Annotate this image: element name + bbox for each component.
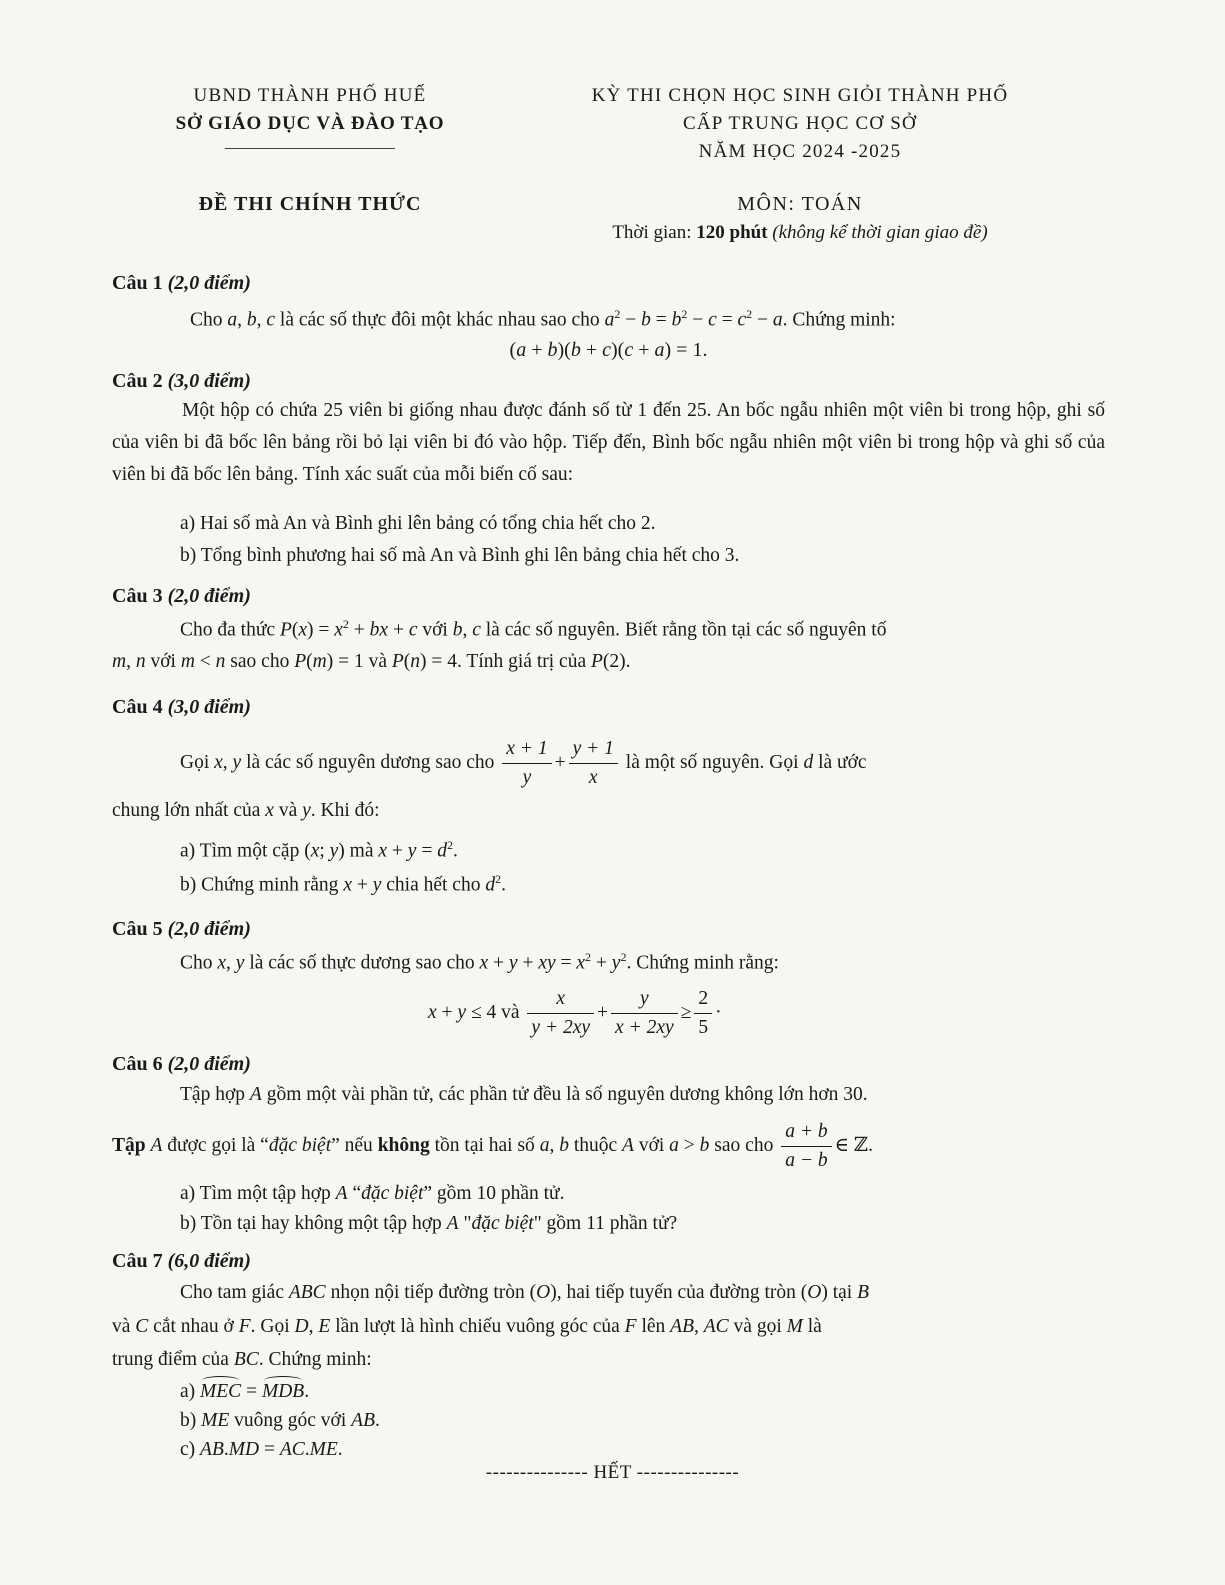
q1-statement: Cho a, b, c là các số thực đôi một khác nhau sao cho $a^2 - b = b^2 - c = c^2 - a$. Chứng minh: <box>190 307 896 331</box>
question-title: Câu 2 (3,0 điểm) <box>112 370 251 392</box>
fraction: $\frac{2}{5}$ <box>694 985 712 1042</box>
question-title: Câu 6 (2,0 điểm) <box>112 1053 251 1075</box>
question-title: Câu 7 (6,0 điểm) <box>112 1250 251 1272</box>
question-title: Câu 3 (2,0 điểm) <box>112 585 251 607</box>
q5-formula: x + y ≤ 4 và $\frac{x}{y + 2xy}$ + $\frac{y}{x + 2xy}$ ≥ $\frac{2}{5}$ · <box>428 985 722 1042</box>
q3-line2: m, n với m < n sao cho P(m) = 1 và P(n) = 4. Tính giá trị của P(2). <box>112 651 631 672</box>
q7-line3: trung điểm của BC. Chứng minh: <box>112 1349 372 1370</box>
duration-value: 120 phút <box>696 222 768 243</box>
q4-line2: chung lớn nhất của x và y. Khi đó: <box>112 800 380 821</box>
q7-part-b: b) ME vuông góc với AB. <box>180 1410 380 1431</box>
q2-part-a: a) Hai số mà An và Bình ghi lên bảng có tổng chia hết cho 2. <box>180 513 656 534</box>
official-label: ĐỀ THI CHÍNH THỨC <box>198 193 422 215</box>
q6-part-a: a) Tìm một tập hợp A “đặc biệt” gồm 10 phần tử. <box>180 1183 565 1204</box>
q1-formula: (a + b)(b + c)(c + a) = 1. <box>509 339 708 361</box>
authority: UBND THÀNH PHỐ HUẾ <box>193 85 427 106</box>
fraction: $\frac{x + 1}{y}$ <box>502 735 551 792</box>
fraction: $\frac{x}{y + 2xy}$ <box>527 985 594 1042</box>
q2-body: Một hộp có chứa 25 viên bi giống nhau được đánh số từ 1 đến 25. An bốc ngẫu nhiên một viên bi trong hộp, ghi số của viên bi đã bốc lên bảng rồi bỏ lại viên bi đó vào hộp. Tiếp đến, Bình bốc ngẫu nhiên một viên bi trong hộp và ghi số của viên bi đã bốc lên bảng. Tính xác suất của mỗi biến cố sau: <box>112 400 1105 485</box>
header-right <box>520 82 1080 166</box>
header-left <box>120 82 500 149</box>
exam-level: CẤP TRUNG HỌC CƠ SỞ <box>683 113 917 134</box>
q4-line1: Gọi x, y là các số nguyên dương sao cho $\frac{x + 1}{y}$ + $\frac{y + 1}{x}$ là một số nguyên. Gọi d là ước <box>180 735 867 792</box>
fraction: $\frac{y + 1}{x}$ <box>569 735 618 792</box>
duration-label: Thời gian: <box>612 222 692 243</box>
q4-part-a: a) Tìm một cặp (x; y) mà $x + y = d^2$. <box>180 838 458 862</box>
fraction: $\frac{a + b}{a - b}$ <box>781 1118 831 1175</box>
q6-line1: Tập hợp A gồm một vài phần tử, các phần tử đều là số nguyên dương không lớn hơn 30. <box>180 1084 868 1105</box>
end-marker: --------------- HẾT --------------- <box>485 1462 740 1483</box>
q7-line2: và C cắt nhau ở F. Gọi D, E lần lượt là hình chiếu vuông góc của F lên AB, AC và gọi M là <box>112 1316 822 1337</box>
q7-line1: Cho tam giác ABC nhọn nội tiếp đường tròn (O), hai tiếp tuyến của đường tròn (O) tại B <box>180 1282 869 1303</box>
q4-part-b: b) Chứng minh rằng x + y chia hết cho $d^2$. <box>180 872 506 896</box>
divider <box>225 148 395 149</box>
q5-line1: Cho x, y là các số thực dương sao cho x + y + xy = $x^2 + y^2$. Chứng minh rằng: <box>180 950 779 974</box>
q7-part-c: c) AB.MD = AC.ME. <box>180 1439 343 1460</box>
department: SỞ GIÁO DỤC VÀ ĐÀO TẠO <box>175 113 445 134</box>
q2-part-b: b) Tổng bình phương hai số mà An và Bình ghi lên bảng chia hết cho 3. <box>180 545 740 566</box>
fraction: $\frac{y}{x + 2xy}$ <box>611 985 678 1042</box>
exam-name: KỲ THI CHỌN HỌC SINH GIỎI THÀNH PHỐ <box>591 85 1009 106</box>
question-title: Câu 4 (3,0 điểm) <box>112 696 251 718</box>
q6-part-b: b) Tồn tại hay không một tập hợp A "đặc biệt" gồm 11 phần tử? <box>180 1213 678 1234</box>
subject: MÔN: TOÁN <box>737 193 863 215</box>
school-year: NĂM HỌC 2024 -2025 <box>698 141 902 162</box>
duration-note: (không kể thời gian giao đề) <box>772 222 988 243</box>
q6-line2: Tập A được gọi là “đặc biệt” nếu không tồn tại hai số a, b thuộc A với a > b sao cho $\frac{a + b}{a - b}$ ∈ ℤ. <box>112 1118 873 1175</box>
question-title: Câu 1 (2,0 điểm) <box>112 272 251 294</box>
q7-part-a: a) MEC = MDB. <box>180 1381 310 1402</box>
q3-line1: Cho đa thức $P(x) = x^2$ + bx + c với b, c là các số nguyên. Biết rằng tồn tại các số nguyên tố <box>180 617 887 641</box>
duration <box>520 222 1080 244</box>
question-title: Câu 5 (2,0 điểm) <box>112 918 251 940</box>
